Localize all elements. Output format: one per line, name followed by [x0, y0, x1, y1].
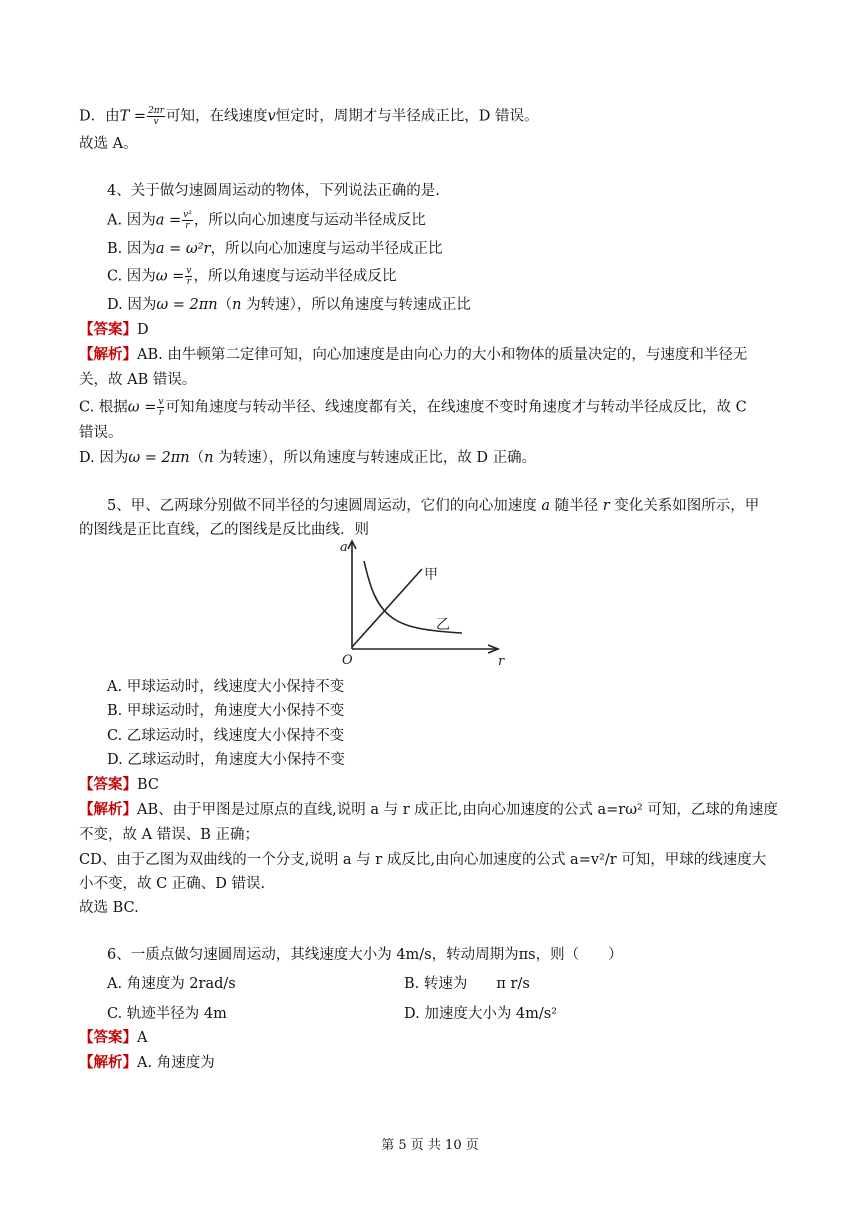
- answer-tag: 【答案】: [79, 776, 137, 793]
- question-4-option-d: [107, 295, 471, 315]
- answer-tag: 【答案】: [79, 321, 137, 338]
- answer-value: BC: [137, 777, 160, 793]
- analysis-tag: 【解析】: [79, 346, 137, 363]
- fraction-numerator: v: [158, 397, 164, 407]
- question-4-analysis-line-3: [79, 397, 747, 418]
- variable: v: [267, 108, 276, 125]
- variable: r: [602, 498, 610, 514]
- fraction-denominator: v: [153, 117, 159, 127]
- fraction-numerator: v: [186, 266, 192, 276]
- question-5-analysis-line-5: 故选 BC.: [79, 900, 139, 916]
- fraction: [185, 266, 192, 287]
- fraction-denominator: r: [186, 277, 192, 287]
- text: 变化关系如图所示，甲: [614, 498, 760, 514]
- prev-option-d-analysis: [79, 106, 538, 127]
- formula: a =: [155, 212, 182, 229]
- text: （: [217, 297, 233, 313]
- variable: a: [541, 498, 550, 514]
- choose-line: 故选 A。: [79, 136, 138, 152]
- question-5-answer: [79, 775, 159, 795]
- question-6-option-b: B. 转速为 π r/s: [404, 976, 530, 992]
- answer-value: D: [137, 322, 149, 338]
- question-6-answer: [79, 1028, 147, 1048]
- fraction: [147, 106, 165, 127]
- question-5-option-c: C. 乙球运动时，线速度大小保持不变: [107, 728, 345, 744]
- variable: n: [232, 297, 242, 313]
- question-5-stem-line-1: [107, 496, 759, 516]
- formula: T =: [119, 108, 147, 125]
- question-6-option-c: C. 轨迹半径为 4m: [107, 1006, 227, 1022]
- formula: ω = 2πn: [128, 450, 190, 466]
- question-4-analysis-line-5: [79, 448, 536, 468]
- text: ，所以向心加速度与运动半径成反比: [193, 212, 426, 229]
- text: （: [189, 450, 205, 466]
- text: A. 角速度为: [137, 1055, 215, 1071]
- text: D．由: [79, 108, 120, 125]
- text: D. 因为: [107, 297, 157, 313]
- question-4-option-a: [107, 210, 426, 231]
- text: A. 因为: [107, 212, 156, 229]
- question-6-option-a: A. 角速度为 2rad/s: [107, 976, 236, 992]
- fraction-denominator: r: [158, 408, 164, 418]
- question-4-answer: [79, 320, 149, 340]
- x-axis-label: r: [498, 654, 505, 669]
- question-4-analysis-line-4: 错误。: [79, 425, 123, 441]
- question-5-analysis-line-3: CD、由于乙图为双曲线的一个分支,说明 a 与 r 成反比,由向心加速度的公式 a=v²/r 可知，甲球的线速度大: [79, 852, 767, 868]
- question-5-analysis-line-1: [79, 800, 778, 820]
- fraction-denominator: r: [185, 221, 190, 231]
- fraction: [182, 210, 193, 231]
- text: C. 根据: [79, 399, 128, 416]
- formula: ω =: [155, 268, 185, 285]
- question-4-analysis-line-2: 关，故 AB 错误。: [79, 372, 197, 388]
- answer-value: A: [137, 1030, 148, 1046]
- curve-label-yi: 乙: [436, 617, 450, 633]
- formula: ω =: [127, 399, 157, 416]
- variable: n: [204, 450, 214, 466]
- text: D. 因为: [79, 450, 129, 466]
- formula: ω = 2πn: [156, 297, 218, 313]
- question-6-option-d: D. 加速度大小为 4m/s²: [404, 1006, 558, 1022]
- text: 为转速），所以角速度与转速成正比: [241, 297, 471, 313]
- analysis-tag: 【解析】: [79, 1054, 137, 1071]
- question-5-stem-line-2: 的图线是正比直线，乙的图线是反比曲线．则: [79, 522, 369, 538]
- text: 为转速），所以角速度与转速成正比，故 D 正确。: [213, 450, 537, 466]
- text: 5、甲、乙两球分别做不同半径的匀速圆周运动，它们的向心加速度: [107, 498, 537, 514]
- text: 可知，在线速度: [166, 108, 268, 125]
- analysis-tag: 【解析】: [79, 801, 137, 818]
- text: ，所以角速度与运动半径成反比: [193, 268, 397, 285]
- question-5-option-b: B. 甲球运动时，角速度大小保持不变: [107, 703, 345, 719]
- answer-tag: 【答案】: [79, 1029, 137, 1046]
- question-6-analysis-line-1: [79, 1053, 215, 1073]
- question-5-option-d: D. 乙球运动时，角速度大小保持不变: [107, 752, 345, 768]
- origin-label: O: [342, 653, 353, 668]
- graph-svg: [336, 537, 516, 669]
- question-5-option-a: A. 甲球运动时，线速度大小保持不变: [107, 679, 345, 695]
- text: AB、由于甲图是过原点的直线,说明 a 与 r 成正比,由向心加速度的公式 a=rω² 可知，乙球的角速度: [137, 802, 778, 818]
- fraction-numerator: v²: [183, 210, 192, 220]
- text: ，所以向心加速度与运动半径成正比: [210, 241, 443, 257]
- text: 可知角速度与转动半径、线速度都有关，在线速度不变时角速度才与转动半径成反比，故 C: [165, 399, 747, 416]
- text: AB. 由牛顿第二定律可知，向心加速度是由向心力的大小和物体的质量决定的，与速度和半径无: [137, 347, 748, 363]
- question-4-stem: 4、关于做匀速圆周运动的物体，下列说法正确的是.: [107, 183, 440, 199]
- page-number-footer: 第 5 页 共 10 页: [381, 1138, 479, 1153]
- question-4-option-b: [107, 239, 442, 259]
- acceleration-radius-graph: [336, 537, 516, 669]
- question-5-analysis-line-4: 小不变，故 C 正确、D 错误.: [79, 876, 266, 892]
- question-4-option-c: [107, 266, 396, 287]
- y-axis-label: a: [340, 540, 348, 555]
- curve-label-jia: 甲: [424, 567, 438, 583]
- text: 恒定时，周期才与半径成正比，D 错误。: [275, 108, 539, 125]
- question-4-analysis-line-1: [79, 345, 747, 365]
- fraction: [157, 397, 164, 418]
- formula: a = ω²r: [155, 241, 211, 257]
- question-6-stem: 6、一质点做匀速圆周运动，其线速度大小为 4m/s，转动周期为πs，则（ ）: [107, 947, 623, 963]
- fraction-numerator: 2πr: [148, 106, 165, 116]
- question-5-analysis-line-2: 不变，故 A 错误、B 正确；: [79, 827, 259, 843]
- text: C. 因为: [107, 268, 156, 285]
- text: B. 因为: [107, 241, 156, 257]
- text: 随半径: [554, 498, 599, 514]
- line-jia: [352, 569, 422, 647]
